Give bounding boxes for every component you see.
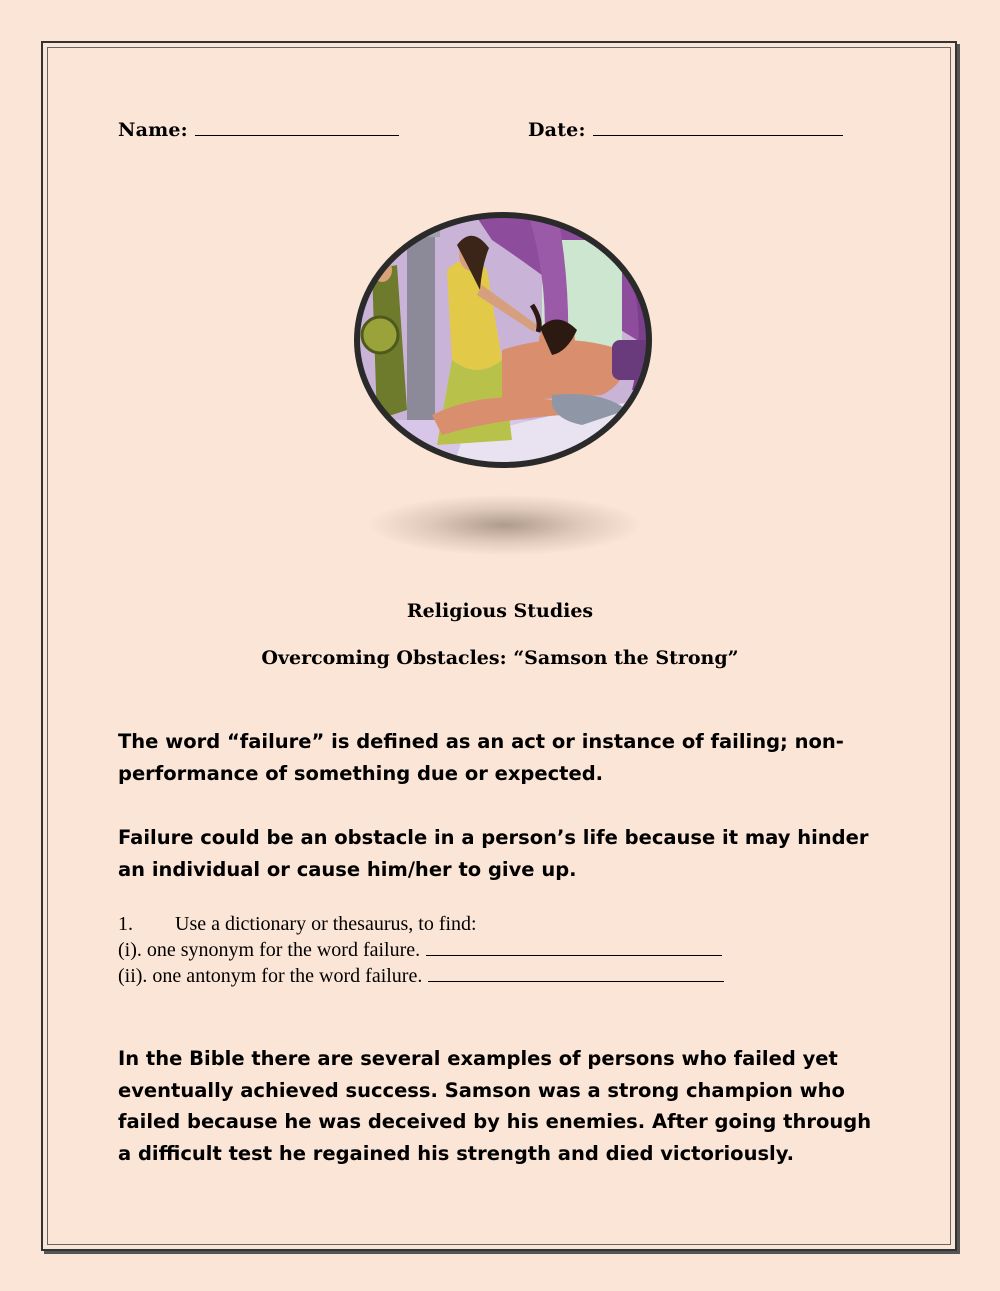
exercise-instruction-text: Use a dictionary or thesaurus, to find: bbox=[175, 913, 477, 935]
name-field bbox=[118, 117, 399, 141]
subject-title: Religious Studies bbox=[406, 600, 594, 622]
illustration-shadow bbox=[370, 495, 640, 555]
name-label: Name: bbox=[118, 119, 188, 141]
samson-delilah-illustration-icon bbox=[352, 210, 654, 470]
synonym-prompt: (i). one synonym for the word failure. bbox=[118, 939, 421, 961]
bible-example-paragraph: In the Bible there are several examples of persons who failed yet eventually achieved success. Samson was a strong champion who failed because he was deceived by his enemies. After going through a difficult test he regained his strength and died victoriously. bbox=[118, 1047, 872, 1165]
name-blank[interactable] bbox=[195, 117, 399, 136]
antonym-answer-blank[interactable] bbox=[428, 963, 724, 982]
exercise-item-synonym bbox=[118, 937, 818, 963]
obstacle-paragraph: Failure could be an obstacle in a person’s life because it may hinder an individual or cause him/her to give up. bbox=[118, 826, 869, 881]
exercise-instruction bbox=[118, 911, 818, 937]
date-field bbox=[528, 117, 843, 141]
date-label: Date: bbox=[528, 119, 586, 141]
exercise-number: 1. bbox=[118, 913, 133, 935]
antonym-prompt: (ii). one antonym for the word failure. bbox=[118, 965, 423, 987]
date-blank[interactable] bbox=[593, 117, 843, 136]
synonym-answer-blank[interactable] bbox=[426, 937, 722, 956]
exercise-item-antonym bbox=[118, 963, 818, 989]
definition-paragraph: The word “failure” is defined as an act or instance of failing; non-performance of something due or expected. bbox=[118, 730, 844, 785]
topic-title: Overcoming Obstacles: “Samson the Strong” bbox=[261, 647, 739, 669]
